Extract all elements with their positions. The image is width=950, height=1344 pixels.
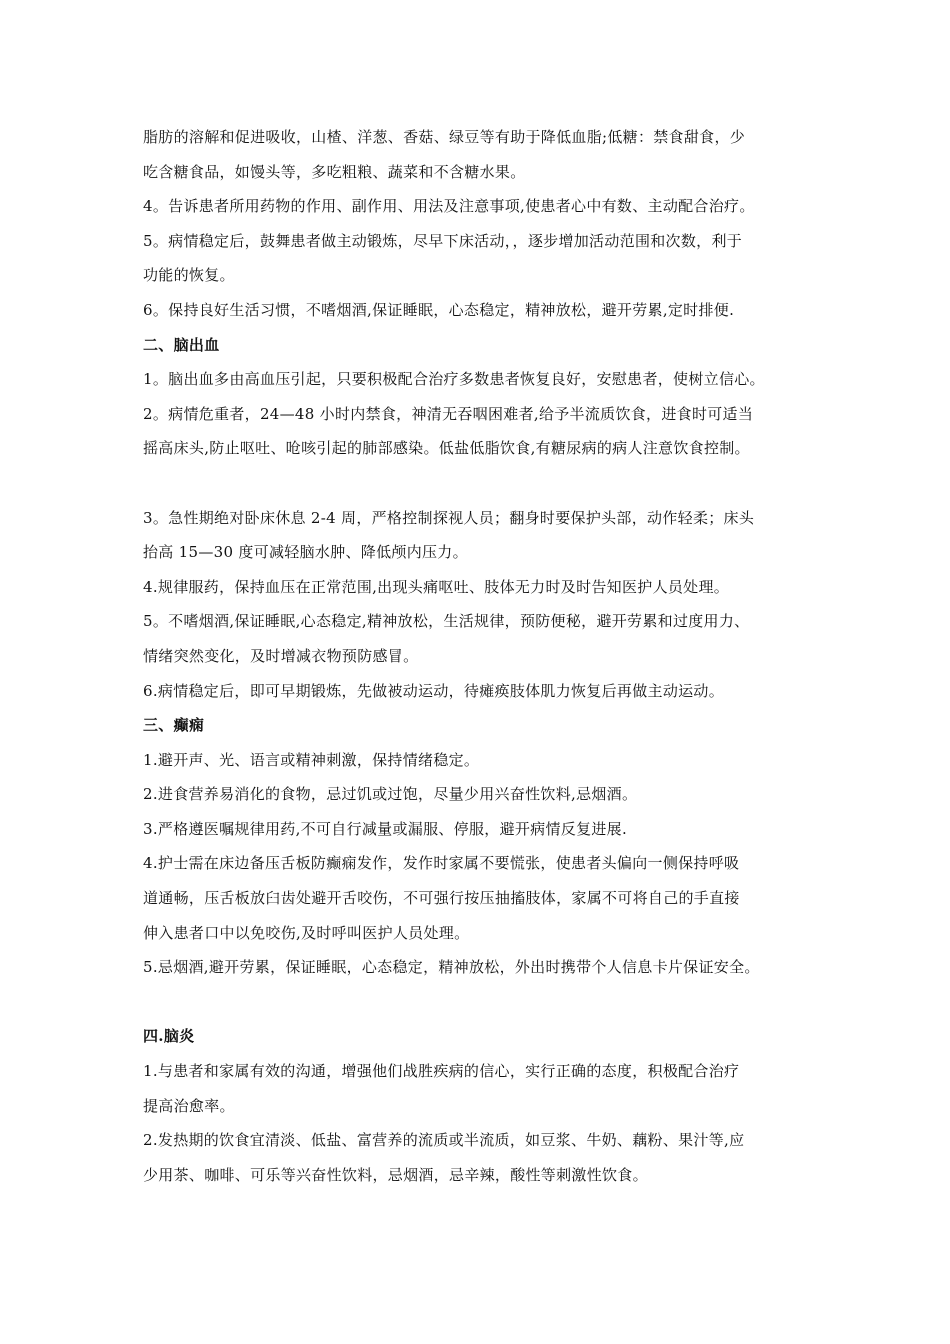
paragraph-line: 道通畅，压舌板放臼齿处避开舌咬伤，不可强行按压抽搐肢体，家属不可将自己的手直接 — [143, 889, 740, 908]
paragraph-line: 情绪突然变化，及时增减衣物预防感冒。 — [143, 646, 419, 665]
paragraph-line: 脂肪的溶解和促进吸收，山楂、洋葱、香菇、绿豆等有助于降低血脂;低糖：禁食甜食，少 — [143, 128, 746, 146]
paragraph-line: 6。保持良好生活习惯，不嗜烟酒,保证睡眠，心态稳定，精神放松，避开劳累,定时排便. — [143, 300, 735, 319]
paragraph-line: 吃含糖食品，如馒头等，多吃粗粮、蔬菜和不含糖水果。 — [143, 162, 526, 181]
paragraph-line: 2.进食营养易消化的食物，忌过饥或过饱，尽量少用兴奋性饮料,忌烟酒。 — [143, 785, 638, 804]
section-heading: 二、脑出血 — [143, 335, 220, 354]
paragraph-line: 摇高床头,防止呕吐、呛咳引起的肺部感染。低盐低脂饮食,有糖尿病的病人注意饮食控制。 — [143, 439, 750, 458]
paragraph-line: 4.护士需在床边备压舌板防癫痫发作，发作时家属不要慌张，使患者头偏向一侧保持呼吸 — [143, 854, 740, 873]
paragraph-line: 提高治愈率。 — [143, 1096, 235, 1115]
paragraph-line: 4。告诉患者所用药物的作用、副作用、用法及注意事项,使患者心中有数、主动配合治疗。 — [143, 197, 755, 216]
section-heading: 三、癫痫 — [143, 716, 205, 735]
paragraph-line: 2。病情危重者，24—48 小时内禁食，神清无吞咽困难者,给予半流质饮食，进食时可适当 — [143, 404, 754, 423]
document-page — [143, 120, 823, 1192]
paragraph-line: 抬高 15—30 度可减轻脑水肿、降低颅内压力。 — [143, 543, 468, 562]
blank-line — [143, 985, 823, 1020]
paragraph-line: 1。脑出血多由高血压引起，只要积极配合治疗多数患者恢复良好，安慰患者，使树立信心。 — [143, 370, 765, 389]
blank-line — [143, 466, 823, 501]
paragraph-line: 5。不嗜烟酒,保证睡眠,心态稳定,精神放松，生活规律，预防便秘，避开劳累和过度用力、 — [143, 612, 750, 631]
paragraph-line: 伸入患者口中以免咬伤,及时呼叫医护人员处理。 — [143, 923, 470, 942]
paragraph-line: 3。急性期绝对卧床休息 2-4 周，严格控制探视人员；翻身时要保护头部，动作轻柔；床头 — [143, 508, 755, 527]
paragraph-line: 5.忌烟酒,避开劳累，保证睡眠，心态稳定，精神放松，外出时携带个人信息卡片保证安全。 — [143, 958, 760, 977]
paragraph-line: 2.发热期的饮食宜清淡、低盐、富营养的流质或半流质，如豆浆、牛奶、藕粉、果汁等,应 — [143, 1131, 745, 1150]
paragraph-line: 1.与患者和家属有效的沟通，增强他们战胜疾病的信心，实行正确的态度，积极配合治疗 — [143, 1062, 740, 1081]
paragraph-line: 少用茶、咖啡、可乐等兴奋性饮料，忌烟酒，忌辛辣，酸性等刺激性饮食。 — [143, 1165, 648, 1184]
paragraph-line: 4.规律服药，保持血压在正常范围,出现头痛呕吐、肢体无力时及时告知医护人员处理。 — [143, 577, 730, 596]
paragraph-line: 1.避开声、光、语言或精神刺激，保持情绪稳定。 — [143, 750, 480, 769]
section-heading: 四.脑炎 — [143, 1027, 195, 1046]
paragraph-line: 6.病情稳定后，即可早期锻炼，先做被动运动，待瘫痪肢体肌力恢复后再做主动运动。 — [143, 681, 725, 700]
paragraph-line: 功能的恢复。 — [143, 266, 235, 285]
paragraph-line: 3.严格遵医嘱规律用药,不可自行减量或漏服、停服，避开病情反复进展. — [143, 819, 628, 838]
paragraph-line: 5。病情稳定后，鼓舞患者做主动锻炼，尽早下床活动，，逐步增加活动范围和次数，利于 — [143, 231, 743, 250]
